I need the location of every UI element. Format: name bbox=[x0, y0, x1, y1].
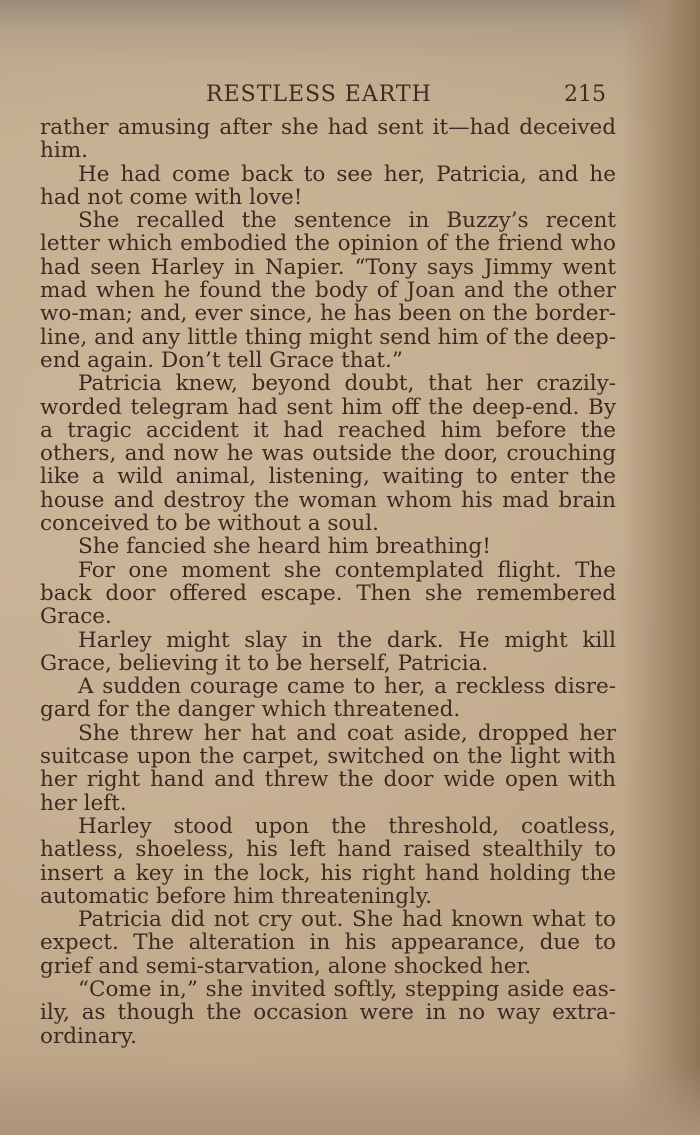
page-top-edge-shading bbox=[0, 0, 700, 62]
paragraph: Patricia did not cry out. She had known what to expect. The alteration in his appearance, due to grief and semi-starvation, alone shocked her. bbox=[40, 907, 616, 979]
running-head bbox=[40, 80, 606, 110]
paragraph: She threw her hat and coat aside, dropped her suitcase upon the carpet, switched on the light with her right hand and threw the door wide open with her left. bbox=[40, 720, 616, 816]
page-right-edge-shading bbox=[620, 0, 700, 1135]
paragraph: Harley might slay in the dark. He might kill Grace, believing it to be herself, Patricia. bbox=[40, 627, 616, 676]
body-text bbox=[40, 116, 616, 1048]
paragraph: He had come back to see her, Patricia, and he had not come with love! bbox=[40, 161, 616, 210]
paragraph-continued: rather amusing after she had sent it—had deceived him. bbox=[40, 115, 616, 164]
paragraph: She recalled the sentence in Buzzy’s recent letter which embodied the opinion of the friend who had seen Harley in Napier. “Tony says Jimmy went mad when he found the body of Joan and the other wo-man; and, ever since, he has been on the border-line, and any little thing might send him of the deep-end again. Don’t tell Grace that.” bbox=[40, 208, 616, 373]
paragraph: Patricia knew, beyond doubt, that her crazily-worded telegram had sent him off the deep-end. By a tragic accident it had reached him before the others, and now he was outside the door, crouching like a wild animal, listening, waiting to enter the house and destroy the woman whom his mad brain conceived to be without a soul. bbox=[40, 371, 616, 537]
paragraph: A sudden courage came to her, a reckless disre-gard for the danger which threatened. bbox=[40, 674, 616, 723]
paragraph: She fancied she heard him breathing! bbox=[78, 534, 491, 560]
running-title: RESTLESS EARTH bbox=[206, 82, 432, 107]
paragraph: “Come in,” she invited softly, stepping aside eas-ily, as though the occasion were in no way extra-ordinary. bbox=[40, 976, 616, 1049]
page-bottom-edge-shading bbox=[0, 1065, 700, 1135]
paragraph: For one moment she contemplated flight. The back door offered escape. Then she remembered Grace. bbox=[40, 557, 616, 630]
paragraph: Harley stood upon the threshold, coatless, hatless, shoeless, his left hand raised stealthily to insert a key in the lock, his right hand holding the automatic before him threateningly. bbox=[40, 813, 616, 909]
page-number: 215 bbox=[564, 82, 606, 107]
